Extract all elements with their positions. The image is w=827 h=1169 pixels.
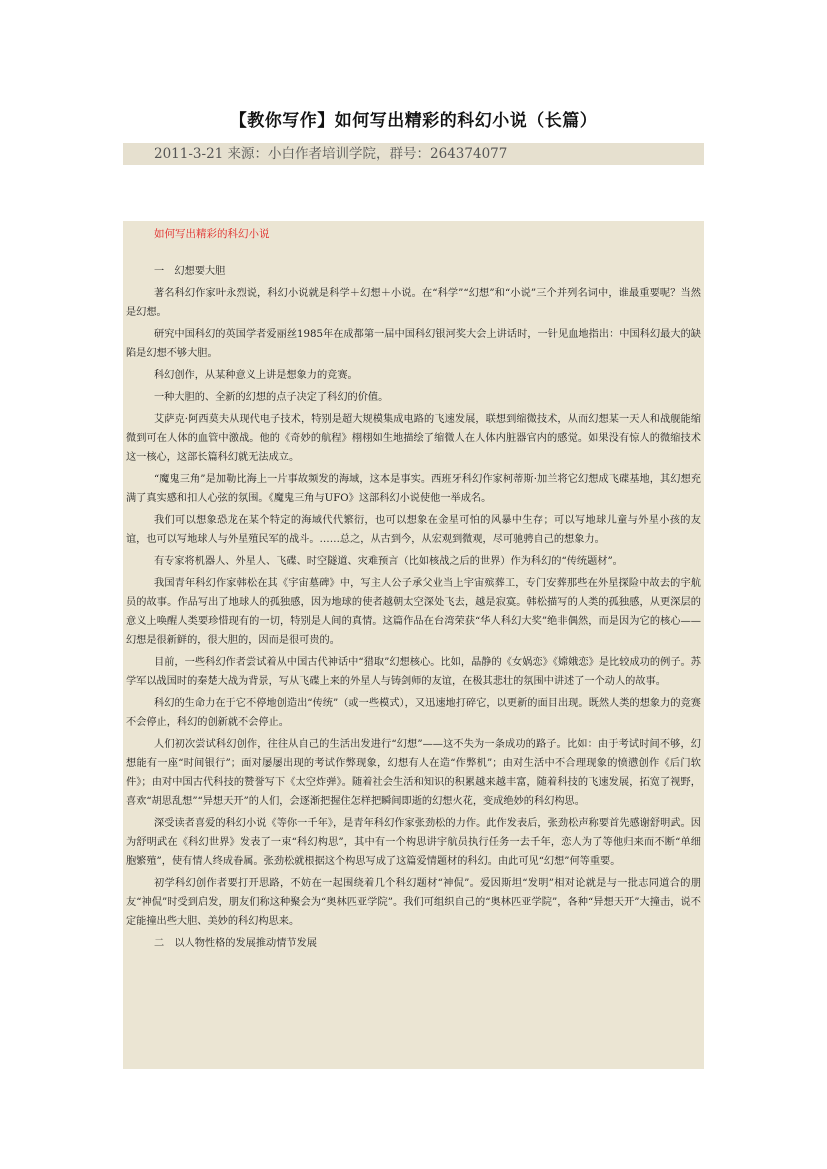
- article-body: [123, 221, 704, 1069]
- paragraph: 目前，一些科幻作者尝试着从中国古代神话中“猎取”幻想核心。比如，晶静的《女娲恋》《嫦娥恋》是比较成功的例子。苏学军以战国时的秦楚大战为背景，写从飞碟上来的外星人与铸剑师的友谊，在极其悲壮的氛围中讲述了一个动人的故事。: [126, 657, 701, 687]
- article-meta: 2011-3-21 来源：小白作者培训学院，群号：264374077: [123, 143, 704, 165]
- paragraph: 初学科幻创作者要打开思路，不妨在一起围绕着几个科幻题材“神侃”。爱因斯坦“发明”相对论就是与一批志同道合的朋友“神侃”时受到启发，朋友们称这种聚会为“奥林匹亚学院”。我们可组织自己的“奥林匹亚学院”，各种“异想天开”大撞击，说不定能撞出些大胆、美妙的科幻构思来。: [126, 878, 701, 927]
- paragraph: 有专家将机器人、外星人、飞碟、时空隧道、灾难预言（比如核战之后的世界）作为科幻的“传统题材”。: [154, 556, 623, 567]
- paragraph: 著名科幻作家叶永烈说，科幻小说就是科学＋幻想＋小说。在“科学”“幻想”和“小说”三个并列名词中，谁最重要呢？当然是幻想。: [126, 288, 701, 318]
- paragraph: 一种大胆的、全新的幻想的点子决定了科幻的价值。: [154, 392, 389, 403]
- section-heading: 二 以人物性格的发展推动情节发展: [154, 938, 317, 949]
- paragraph: 深受读者喜爱的科幻小说《等你一千年》，是青年科幻作家张劲松的力作。此作发表后，张劲松声称要首先感谢舒明武。因为舒明武在《科幻世界》发表了一束“科幻构思”，其中有一个构思讲宇航员执行任务一去千年，恋人为了等他归来而不断“单细胞繁殖”，使有情人终成眷属。张劲松就根据这个构思写成了这篇爱情题材的科幻。由此可见“幻想”何等重要。: [126, 818, 701, 867]
- paragraph: 艾萨克·阿西莫夫从现代电子技术，特别是超大规模集成电路的飞速发展，联想到缩微技术，从而幻想某一天人和战舰能缩微到可在人体的血管中激战。他的《奇妙的航程》栩栩如生地描绘了缩微人在人体内脏器官内的感觉。如果没有惊人的微缩技术这一核心，这部长篇科幻就无法成立。: [126, 414, 701, 463]
- article-subtitle: 如何写出精彩的科幻小说: [154, 228, 270, 240]
- paragraph: 我们可以想象恐龙在某个特定的海域代代繁衍，也可以想象在金星可怕的风暴中生存；可以写地球儿童与外星小孩的友谊，也可以写地球人与外星殖民军的战斗。……总之，从古到今，从宏观到微观，尽可驰骋自己的想象力。: [126, 515, 701, 545]
- paragraph: 科幻的生命力在于它不停地创造出“传统”（或一些模式），又迅速地打碎它，以更新的面目出现。既然人类的想象力的竞赛不会停止，科幻的创新就不会停止。: [126, 698, 701, 728]
- paragraph: 我国青年科幻作家韩松在其《宇宙墓碑》中，写主人公子承父业当上宇宙殡葬工，专门安葬那些在外星探险中故去的宇航员的故事。作品写出了地球人的孤独感，因为地球的使者越朝太空深处飞去，越是寂寞。韩松描写的人类的孤独感，从更深层的意义上唤醒人类要珍惜现有的一切，特别是人间的真情。这篇作品在台湾荣获“华人科幻大奖”绝非偶然，而是因为它的核心——幻想是很新鲜的，很大胆的，因而是很可贵的。: [126, 578, 701, 646]
- paragraph: 科幻创作，从某种意义上讲是想象力的竞赛。: [154, 370, 358, 381]
- paragraph: “魔鬼三角”是加勒比海上一片事故频发的海域，这本是事实。西班牙科幻作家柯蒂斯·加兰将它幻想成飞碟基地，其幻想充满了真实感和扣人心弦的氛围。《魔鬼三角与UFO》这部科幻小说使他一举成名。: [126, 474, 701, 504]
- section-heading: 一 幻想要大胆: [154, 266, 226, 277]
- paragraph: 人们初次尝试科幻创作，往往从自己的生活出发进行“幻想”——这不失为一条成功的路子。比如：由于考试时间不够，幻想能有一座“时间银行”；面对屡屡出现的考试作弊现象，幻想有人在造“作弊机”；由对生活中不合理现象的愤懑创作《后门软件》；由对中国古代科技的赞誉写下《太空炸弹》。随着社会生活和知识的积累越来越丰富，随着科技的飞速发展，拓宽了视野，喜欢“胡思乱想”“异想天开”的人们，会逐渐把握住怎样把瞬间即逝的幻想火花，变成绝妙的科幻构思。: [126, 739, 701, 807]
- article-title: 【教你写作】如何写出精彩的科幻小说（长篇）: [229, 111, 598, 131]
- paragraph: 研究中国科幻的英国学者爱丽丝1985年在成都第一届中国科幻银河奖大会上讲话时，一针见血地指出：中国科幻最大的缺陷是幻想不够大胆。: [126, 329, 701, 359]
- article-content: [126, 262, 701, 956]
